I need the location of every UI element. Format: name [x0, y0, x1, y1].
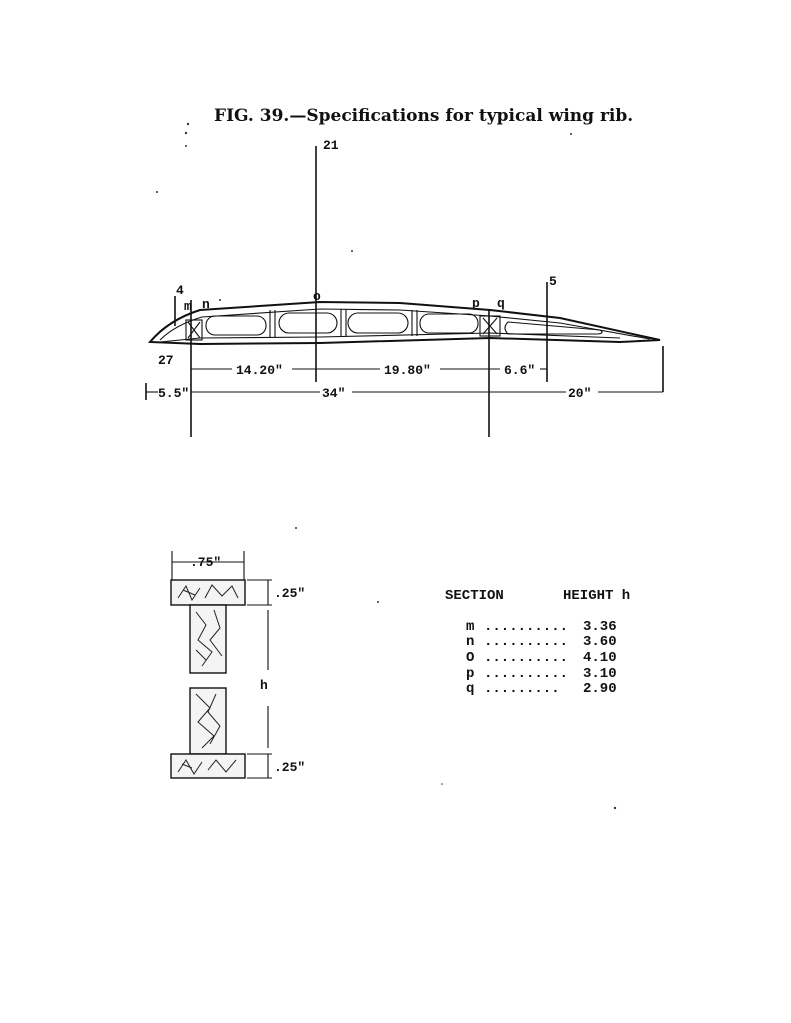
section-q-label: q — [497, 296, 505, 311]
table-row-leader: .......... — [484, 666, 569, 682]
lightening-hole — [348, 313, 408, 333]
lightening-hole — [420, 314, 478, 333]
dim-19-80: 19.80" — [384, 363, 431, 378]
section-o-label: o — [313, 289, 321, 304]
station-27-label: 27 — [158, 353, 174, 368]
station-5-label: 5 — [549, 274, 557, 289]
rib-cross-section — [171, 551, 305, 778]
web-upper — [190, 605, 226, 673]
flange-bottom-thickness: .25" — [274, 760, 306, 775]
lightening-hole — [279, 313, 337, 333]
table-row-leader: .......... — [484, 619, 569, 635]
table-row-leader: ......... — [484, 681, 560, 697]
height-label: h — [260, 678, 268, 693]
station-21-label: 21 — [323, 138, 339, 153]
table-row-section: n — [466, 634, 475, 650]
table-row-value: 3.36 — [583, 619, 617, 635]
table-row-leader: .......... — [484, 634, 569, 650]
table-header-section: SECTION — [445, 588, 504, 604]
section-m-label: m — [184, 299, 192, 314]
section-p-label: p — [472, 296, 480, 311]
station-4-label: 4 — [176, 283, 184, 298]
top-width-dim: .75" — [190, 555, 222, 570]
table-row-value: 2.90 — [583, 681, 617, 697]
rib-profile — [146, 138, 663, 437]
web-lower — [190, 688, 226, 754]
table-row-leader: .......... — [484, 650, 569, 666]
dim-14-20: 14.20" — [236, 363, 283, 378]
table-row-section: m — [466, 619, 475, 635]
dim-20: 20" — [568, 386, 592, 401]
table-header-height: HEIGHT h — [563, 588, 631, 604]
table-row-section: q — [466, 681, 475, 697]
table-row-value: 3.60 — [583, 634, 617, 650]
dim-5-5: 5.5" — [158, 386, 190, 401]
dim-34: 34" — [322, 386, 346, 401]
lightening-hole — [206, 316, 266, 335]
dim-6-6: 6.6" — [504, 363, 536, 378]
front-spar-cross — [188, 322, 200, 338]
section-n-label: n — [202, 297, 210, 312]
flange-top-thickness: .25" — [274, 586, 306, 601]
table-row-value: 4.10 — [583, 650, 617, 666]
height-table — [445, 588, 630, 697]
table-row-section: p — [466, 666, 475, 682]
rear-spar-cross — [483, 318, 497, 334]
table-row-section: O — [466, 650, 475, 666]
table-row-value: 3.10 — [583, 666, 617, 682]
figure-caption: FIG. 39.—Specifications for typical wing rib. — [214, 106, 634, 126]
